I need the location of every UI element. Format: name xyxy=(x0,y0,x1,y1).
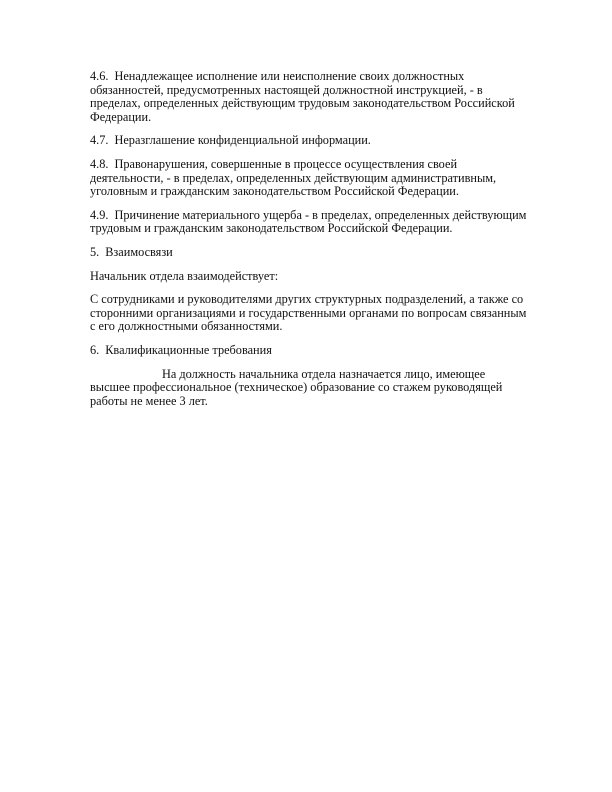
clause-text: Правонарушения, совершенные в процессе осуществления своей деятельности, - в пределах, определенных действующим административным, уголовным и гражданским законодательством Российской Федерации. xyxy=(90,156,497,199)
clause-number: 4.8. xyxy=(90,156,109,171)
clause-4-8 xyxy=(90,158,528,199)
clause-4-6 xyxy=(90,70,528,124)
clause-4-9 xyxy=(90,209,528,236)
qualification-text xyxy=(90,368,528,409)
clause-4-7 xyxy=(90,134,528,148)
clause-number: 4.9. xyxy=(90,207,109,222)
clause-text: Причинение материального ущерба - в пределах, определенных действующим трудовым и гражданским законодательством Российской Федерации. xyxy=(90,207,527,236)
section-title: Взаимосвязи xyxy=(105,244,173,259)
interaction-text: С сотрудниками и руководителями других структурных подразделений, а также со сторонними организациями и государственными органами по вопросам связанным с его должностными обязанностями. xyxy=(90,292,527,334)
section-title: Квалификационные требования xyxy=(105,342,272,357)
interaction-intro: Начальник отдела взаимодействует: xyxy=(90,268,279,283)
section-heading-6 xyxy=(90,344,528,358)
section-number: 5. xyxy=(90,244,100,259)
document-body xyxy=(90,70,528,418)
section-heading-5 xyxy=(90,246,528,260)
section-number: 6. xyxy=(90,342,100,357)
clause-text: Неразглашение конфиденциальной информации. xyxy=(114,133,371,148)
clause-text: Ненадлежащее исполнение или неисполнение своих должностных обязанностей, предусмотренных настоящей должностной инструкцией, - в пределах, определенных действующим трудовым законодательством Российской Федерации. xyxy=(90,69,515,124)
clause-number: 4.6. xyxy=(90,69,109,83)
qualification-body: На должность начальника отдела назначается лицо, имеющее высшее профессиональное (техническое) образование со стажем руководящей работы не менее 3 лет. xyxy=(90,366,503,408)
clause-number: 4.7. xyxy=(90,133,109,148)
